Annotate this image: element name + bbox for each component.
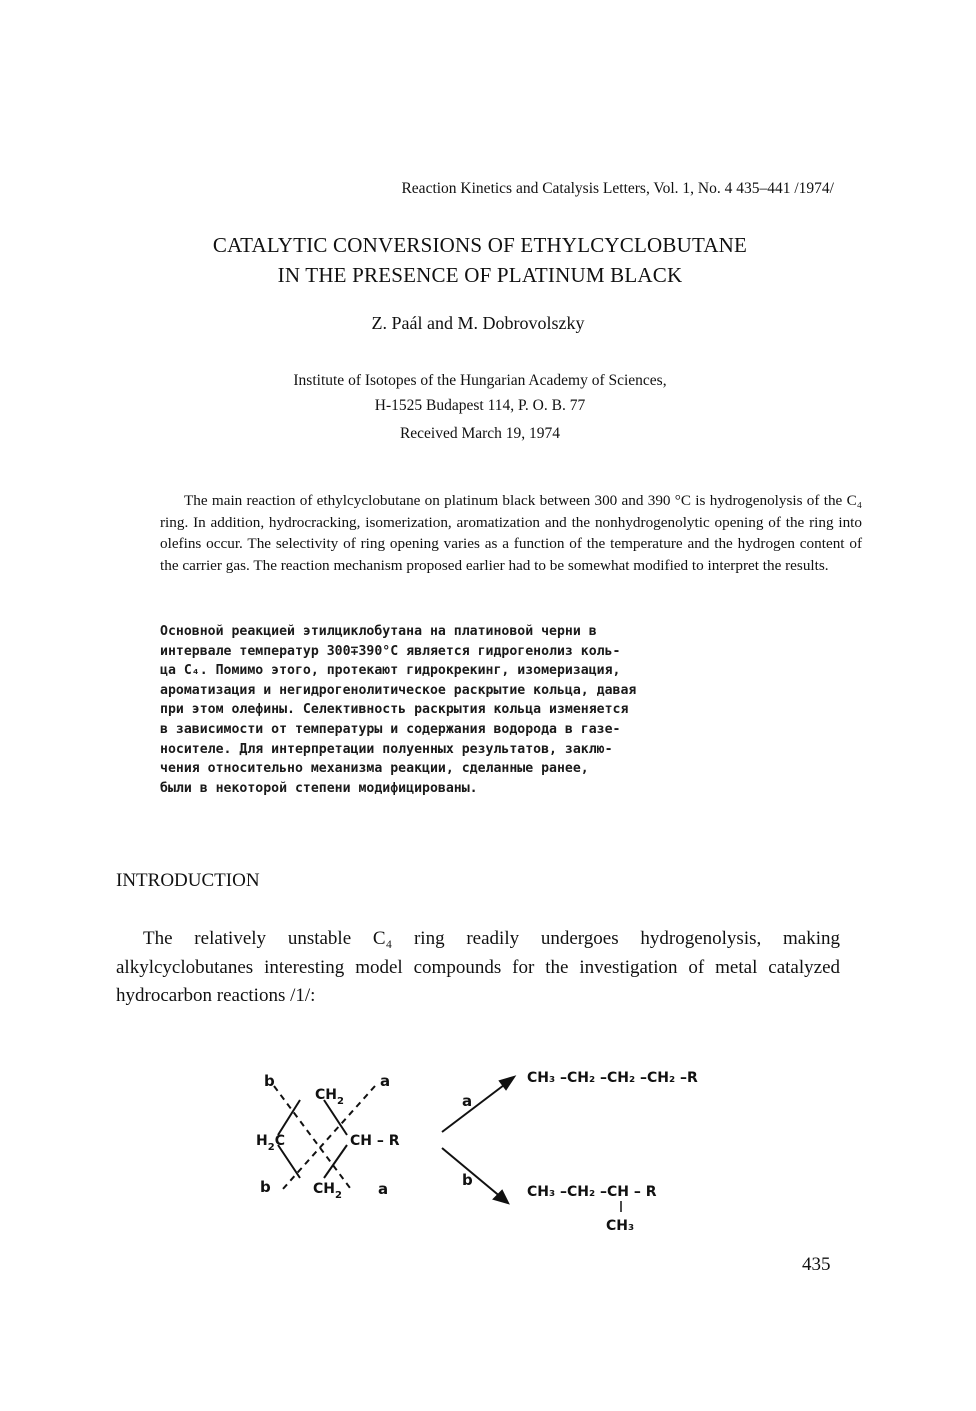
arrow-a-label: a — [462, 1092, 473, 1110]
product-b-branch: CH₃ — [606, 1218, 635, 1234]
section-heading-introduction: INTRODUCTION — [116, 870, 260, 891]
reaction-arrows — [442, 1077, 514, 1203]
abstract-english — [160, 490, 862, 577]
label-b-bottom: b — [260, 1178, 271, 1196]
journal-citation: Reaction Kinetics and Catalysis Letters, Vol. 1, No. 4 435–441 /1974/ — [401, 180, 834, 197]
introduction-paragraph: The relatively unstable C₄ ring readily undergoes hydrogenolysis, making alkylcyclobutanes interesting model compounds for the investigation of metal catalyzed hydrocarbon reactions /1/: — [116, 928, 840, 1006]
ring-h2c: $H_2C$ — [256, 1133, 285, 1153]
product-b: CH₃ –CH₂ –CH – R — [527, 1184, 657, 1200]
affiliation-line-1: Institute of Isotopes of the Hungarian Academy of Sciences, — [293, 372, 667, 389]
abstract-english-text: The main reaction of ethylcyclobutane on platinum black between 300 and 390 °C is hydrogenolysis of the C₄ ring. In addition, hydrocracking, isomerization, aromatization and the nonhydrogenolytic opening of the ring into olefins occur. The selectivity of ring opening varies as a function of the temperature and the hydrogen content of the carrier gas. The reaction mechanism proposed earlier had to be somewhat modified to interpret the results. — [160, 492, 862, 575]
reaction-scheme — [250, 1060, 730, 1240]
abstract-russian: Основной реакцией этилциклобутана на платиновой черни в интервале температур 300∓390°C является гидрогенолиз коль- ца C₄. Помимо этого, протекают гидрокрекинг, изомеризация, ароматизация и негидрогенолитическое раскрытие кольца, давая при этом олефины. Селективность раскрытия кольца изменяется в зависимости от температуры и содержания водорода в газе- носителе. Для интерпретации полуенных результатов, заклю- чения относительно механизма реакции, сделанные ранее, были в некоторой степени модифицированы. — [160, 624, 637, 796]
arrow-b-label: b — [462, 1171, 473, 1189]
page-number: 435 — [802, 1254, 831, 1275]
ring-ch-r: CH – R — [350, 1133, 400, 1149]
affiliation — [0, 368, 960, 418]
label-a-bottom: a — [378, 1180, 389, 1198]
label-b-top: b — [264, 1072, 275, 1090]
title-line-2: IN THE PRESENCE OF PLATINUM BLACK — [277, 263, 683, 287]
bond-bottom-left — [278, 1145, 300, 1178]
title-line-1: CATALYTIC CONVERSIONS OF ETHYLCYCLOBUTANE — [212, 233, 748, 257]
ring-ch2-top: $CH_2$ — [315, 1087, 344, 1107]
introduction-body — [116, 925, 840, 1011]
affiliation-line-2: H-1525 Budapest 114, P. O. B. 77 — [374, 397, 586, 414]
received-date: Received March 19, 1974 — [399, 425, 561, 442]
product-a: CH₃ –CH₂ –CH₂ –CH₂ –R — [527, 1070, 698, 1086]
authors: Z. Paál and M. Dobrovolszky — [371, 313, 585, 333]
arrow-a — [442, 1082, 508, 1132]
article-title — [0, 230, 976, 290]
bond-bottom-right — [324, 1145, 347, 1178]
ring-bonds — [278, 1100, 347, 1178]
ring-ch2-bottom: $CH_2$ — [313, 1181, 342, 1201]
label-a-top: a — [380, 1072, 391, 1090]
